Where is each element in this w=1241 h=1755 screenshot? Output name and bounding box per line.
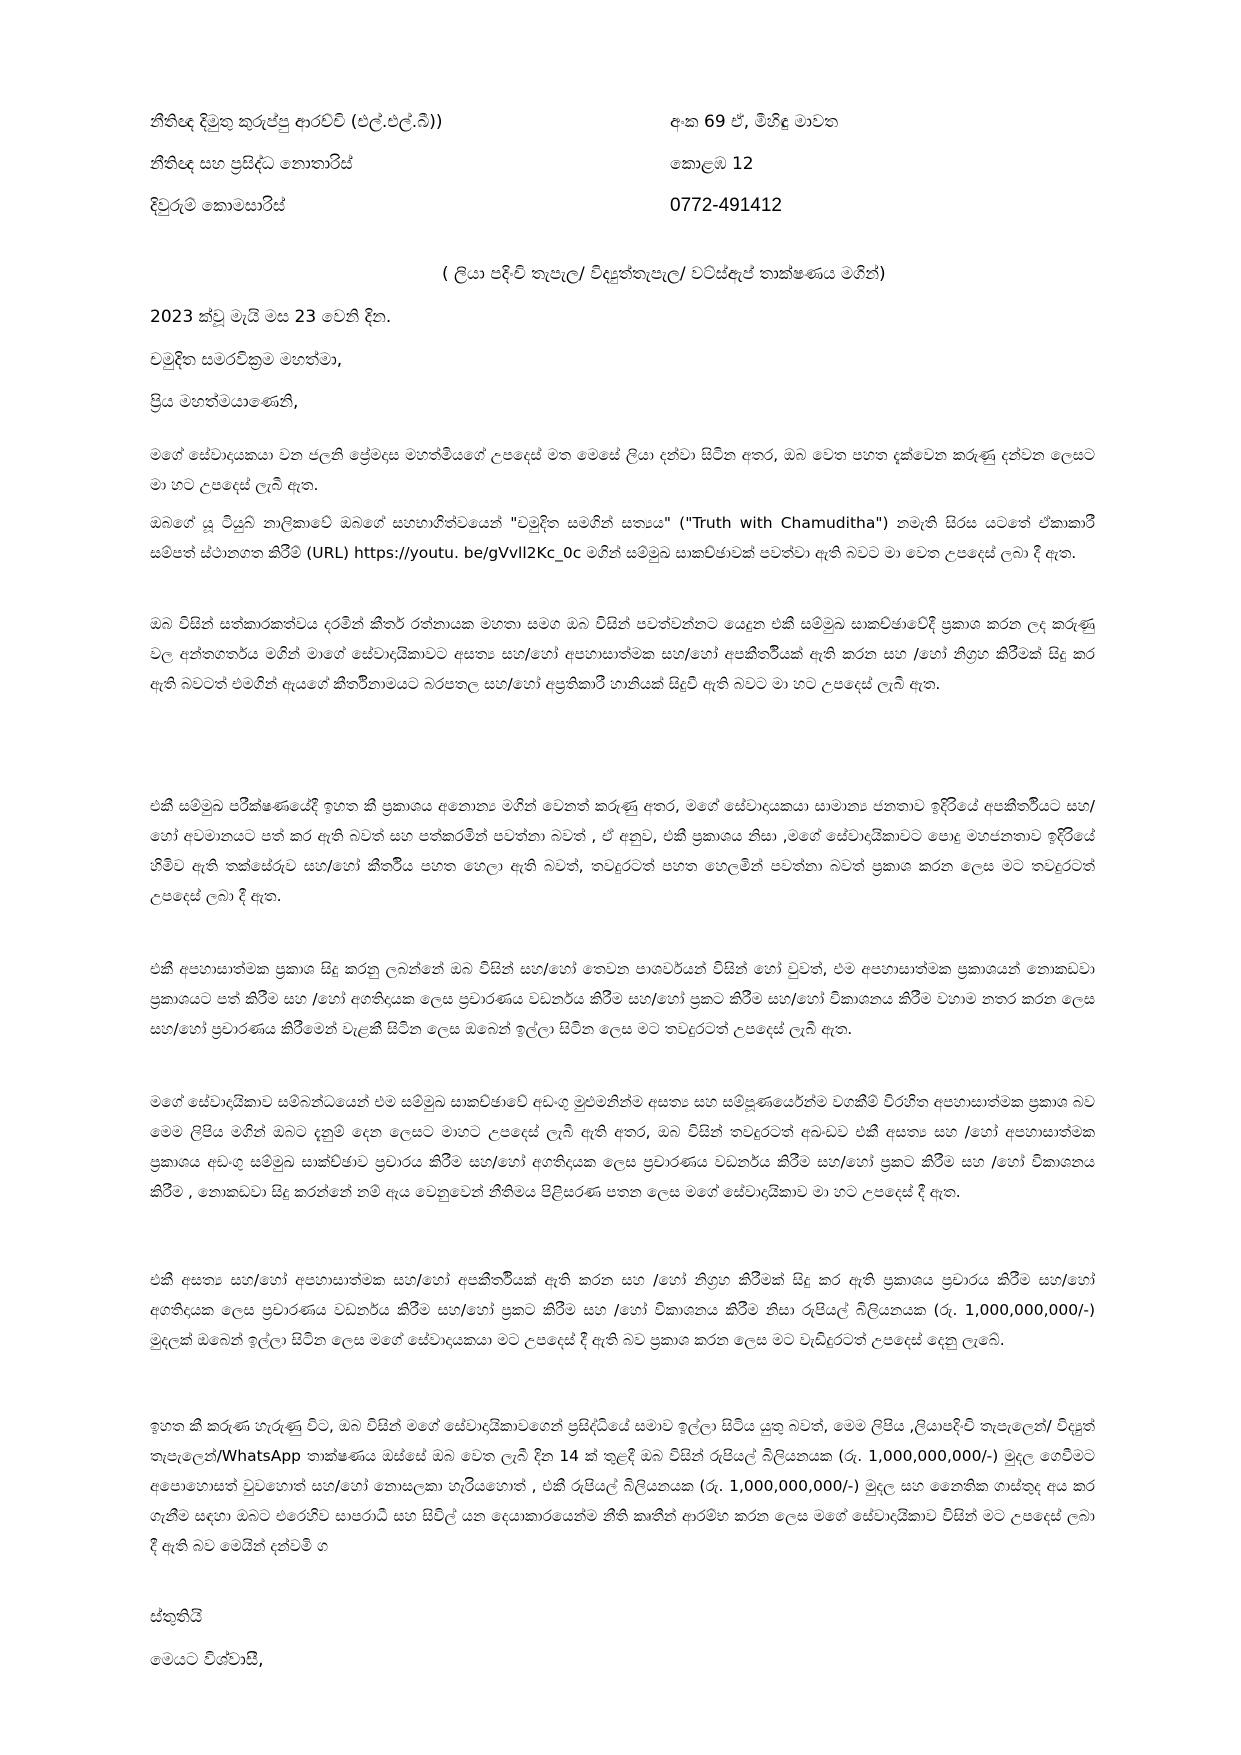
address-line-2: කොළඹ 12 [670, 154, 754, 174]
paragraph-3: ඔබ විසින් සත්කාරකත්වය දරමින් කීතර් රත්නායක මහතා සමග ඔබ විසින් පවත්වන්නට යෙදුන එකී සම්මුඛ සාකච්ඡාවේදී ප්‍රකාශ කරන ලද කරුණු වල අන්තගර්තය මගින් මාගේ සේවාදායිකාවට අසත්‍ය සහ/හෝ අපහාසාත්මක සහ/හෝ අපකීර්තියක් ඇති කරන සහ /හෝ නිග්‍රහ කිරීමක් සිදු කර ඇති බවටත් එමගින් ඇයගේ කීර්තිනාමයට බරපතල සහ/හෝ අප්‍රතිකාරී හානියක් සිදුවී ඇති බවට මා හට උපදෙස් ලැබී ඇත. [150, 615, 1095, 693]
lawyer-commission: දිවුරුම් කොමසාරිස් [150, 196, 286, 216]
paragraph-6: මගේ සේවාදායිකාව සම්බන්ධයෙන් එම සම්මුඛ සාකච්ඡාවේ අඩංගු මුළුමනින්ම අසත්‍ය සහ සම්පූණර්යෙන්ම වගකීම් විරහිත අපහාසාත්මක ප්‍රකාශ බව මෙම ලිපිය මගින් ඔබට දැනුම් දෙන ලෙසට මාහට උපදෙස් ලැබී ඇති අතර, ඔබ විසින් තවදුරටත් අඛංඩව එකී අසත්‍ය සහ /හෝ අපහාසාත්මක ප්‍රකාශය අඩංගු සම්මුඛ සාක්ච්ඡාව ප්‍රචාරය කිරීම සහ/හෝ අගතිදායක ලෙස ප්‍රචාරණය වඩර්නය කිරීම සහ/හෝ ප්‍රකට කිරීම සහ /හෝ විකාශනය කිරීම , නොකඩවා සිදු කරන්නේ නම් ඇය වෙනුවෙන් නීතිමය පිළිසරණ පතන ලෙස මගේ සේවාදායිකාව මා හට උපදෙස් දී ඇත. [150, 1093, 1095, 1201]
header-row-3 [150, 189, 1110, 223]
paragraph-1: මගේ සේවාදායකයා වන ජලනි ප්‍රේමදාස මහත්මියගේ උපදෙස් මත මෙසේ ලියා දන්වා සිටින අතර, ඔබ වෙත පහත දැක්වෙන කරුණු දන්වන ලෙසට මා හට උපදෙස් ලැබී ඇත. [150, 446, 1095, 494]
paragraph-2: ඔබගේ යූ ටියුබ් නාලිකාවේ ඔබගේ සහභාගිත්වයෙන් "චමුදිත සමගින් සත්‍යය" ("Truth with Chamuditha") නමැති සිරස යටතේ ඒකාකාරී සම්පත් ස්ථානගත කිරීම් (URL) https://youtu. be/gVvll2Kc_0c මගින් සම්මුඛ සාකච්ඡාවක් පවත්වා ඇති බවට මා වෙත උපදෙස් ලබා දී ඇත. [150, 514, 1095, 562]
address-line-1: අංක 69 ඒ, මීහිඳු මාවත [670, 112, 839, 132]
phone-number: 0772-491412 [670, 195, 782, 216]
lawyer-name: නීතිඥ දිමුතු කුරුප්පු ආරච්චි (එල්.එල්.බී)) [150, 112, 443, 132]
header-row-2 [150, 147, 1110, 181]
paragraph-8: ඉහත කී කරුණ හැරුණු විට, ඔබ විසින් මගේ සේවාදායිකාවගෙන් ප්‍රසිද්ධියේ සමාව ඉල්ලා සිටිය යුතු බවත්, මෙම ලිපිය ,ලියාපදිංචි තැපැලෙන්/ විද්‍යුත් තැපැලෙන්/WhatsApp තාක්ෂණය ඔස්සේ ඔබ වෙත ලැබී දින 14 ක් තුළදී ඔබ විසින් රුපියල් බිලියනයක (රු. 1,000,000,000/-) මුදල ගෙවීමට අපොහොසත් වුවහොත් සහ/හෝ නොසලකා හැරියහොත් , එකී රුපියල් බිලියනයක (රු. 1,000,000,000/-) මුදල සහ නෛතික ගාස්තුද අය කර ගැනීම සඳහා ඔබට එරෙහිව සාපරාධී සහ සිවිල් යන දෙයාකාරයෙන්ම නීති කෘතීන් ආරම්භ කරන ලෙස මගේ සේවාදායිකාව විසින් මට උපදෙස් ලබා දී ඇති බව මෙයින් දන්වමි ග [150, 1417, 1095, 1555]
salutation: ප්‍රිය මහත්මයාණෙනි, [150, 392, 299, 412]
lawyer-title: නීතිඥ සහ ප්‍රසිද්ධ නොතාරිස් [150, 154, 353, 174]
addressee: චමුදිත සමරවික්‍රම මහත්මා, [150, 350, 343, 370]
paragraph-7: එකී අසත්‍ය සහ/හෝ අපහාසාත්මක සහ/හෝ අපකීර්තියක් ඇති කරන සහ /හෝ නිග්‍රහ කිරීමක් සිදු කර ඇති ප්‍රකාශය ප්‍රචාරය කිරීම සහ/හෝ අගතිදායක ලෙස ප්‍රචාරණය වඩර්නය කිරීම සහ/හෝ ප්‍රකට කිරීම සහ /හෝ විකාශනය කිරීම නිසා රුපියල් බිලියනයක (රු. 1,000,000,000/-) මුදලක් ඔබෙන් ඉල්ලා සිටින ලෙස මගේ සේවාදායකයා මට උපදෙස් දී ඇති බව ප්‍රකාශ කරන ලෙස මට වැඩිදුරටත් උපදෙස් දෙනු ලැබේ. [150, 1271, 1095, 1349]
letter-date: 2023 ක්වූ මැයි මස 23 වෙනි දින. [150, 307, 392, 327]
closing-thanks: ස්තුතියි [150, 1607, 203, 1627]
closing-faithfully: මෙයට විශ්වාසී, [150, 1650, 264, 1670]
delivery-method: ( ලියා පදිංචි තැපැල/ විද්‍යුත්තැපැල/ වට්ස්ඇප් තාක්ෂණය මගින්) [442, 264, 886, 284]
paragraph-4: එකී සම්මුඛ පරීක්ෂණයේදී ඉහත කී ප්‍රකාශය අනොන්‍ය මගින් වෙනත් කරුණු අතර, මගේ සේවාදායකයා සාමාන්‍ය ජනතාව ඉදිරියේ අපකීර්තියට සහ/හෝ අවමානයට පත් කර ඇති බවත් සහ පත්කරමින් පවත්නා බවත් , ඒ අනුව, එකී ප්‍රකාශය නිසා ,මගේ සේවාදායිකාවට පොදු මහජනතාව ඉදිරියේ හිමිව ඇති තක්සේරුව සහ/හෝ කීර්තිය පහත හෙලා ඇති බවත්, තවදුරටත් පහත හෙලමින් පවත්නා බවත් ප්‍රකාශ කරන ලෙස මට තවදුරටත් උපදෙස් ලබා දී ඇත. [150, 797, 1095, 905]
header-row-1 [150, 105, 1110, 139]
paragraph-5: එකී අපහාසාත්මක ප්‍රකාශ සිදු කරනු ලබන්නේ ඔබ විසින් සහ/හෝ තෙවන පාශර්වයන් විසින් හෝ වුවත්, එම අපහාසාත්මක ප්‍රකාශයන් නොකඩවා ප්‍රකාශයට පත් කිරීම සහ /හෝ අගතිදායක ලෙස ප්‍රචාරණය වඩර්නය කිරීම සහ/හෝ ප්‍රකට කිරීම සහ/හෝ විකාශනය කිරීම වහාම නතර කරන ලෙස සහ/හෝ ප්‍රචාරණය කිරීමෙන් වැළකී සිටින ලෙස ඔබෙන් ඉල්ලා සිටින ලෙස මට තවදුරටත් උපදෙස් ලැබී ඇත. [150, 960, 1095, 1038]
